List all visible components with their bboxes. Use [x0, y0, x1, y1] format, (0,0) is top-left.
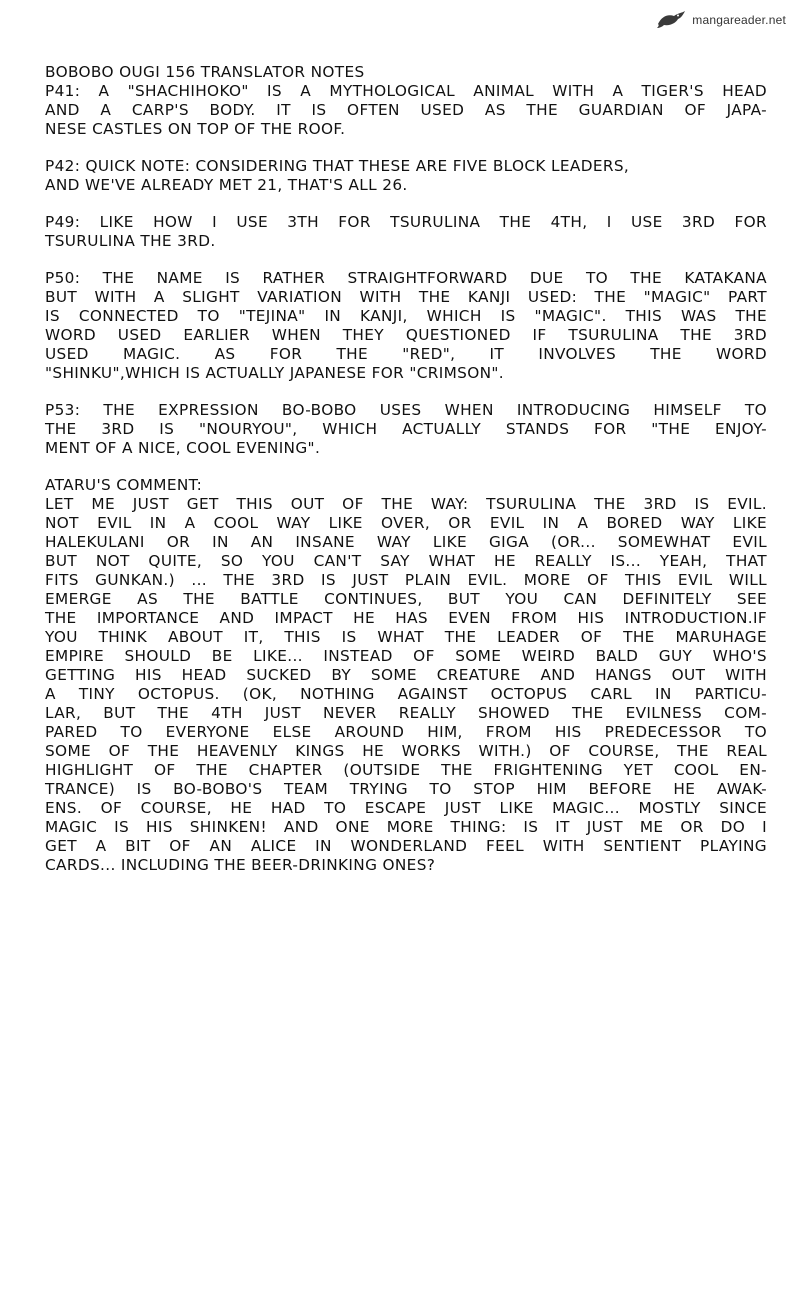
note-line: P41: A "SHACHIHOKO" IS A MYTHOLOGICAL ANIMAL WITH A TIGER'S HEAD: [45, 82, 767, 100]
comment-line: YOU THINK ABOUT IT, THIS IS WHAT THE LEADER OF THE MARUHAGE: [45, 628, 767, 646]
note-line: THE 3RD IS "NOURYOU", WHICH ACTUALLY STANDS FOR "THE ENJOY-: [45, 420, 767, 438]
comment-line: EMERGE AS THE BATTLE CONTINUES, BUT YOU CAN DEFINITELY SEE: [45, 590, 767, 608]
notes-title: BOBOBO OUGI 156 TRANSLATOR NOTES: [45, 63, 365, 81]
note-line: P50: THE NAME IS RATHER STRAIGHTFORWARD DUE TO THE KATAKANA: [45, 269, 767, 287]
comment-line: HALEKULANI OR IN AN INSANE WAY LIKE GIGA (OR... SOMEWHAT EVIL: [45, 533, 767, 551]
comment-line: LET ME JUST GET THIS OUT OF THE WAY: TSURULINA THE 3RD IS EVIL.: [45, 495, 767, 513]
comment-line: EMPIRE SHOULD BE LIKE... INSTEAD OF SOME WEIRD BALD GUY WHO'S: [45, 647, 767, 665]
note-line: P53: THE EXPRESSION BO-BOBO USES WHEN INTRODUCING HIMSELF TO: [45, 401, 767, 419]
note-p50: [45, 269, 767, 383]
comment-line: PARED TO EVERYONE ELSE AROUND HIM, FROM HIS PREDECESSOR TO: [45, 723, 767, 741]
comment-line: HIGHLIGHT OF THE CHAPTER (OUTSIDE THE FRIGHTENING YET COOL EN-: [45, 761, 767, 779]
comment-line: TRANCE) IS BO-BOBO'S TEAM TRYING TO STOP HIM BEFORE HE AWAK-: [45, 780, 767, 798]
note-line: MENT OF A NICE, COOL EVENING".: [45, 439, 321, 457]
note-p41: [45, 82, 767, 139]
note-line: P49: LIKE HOW I USE 3TH FOR TSURULINA THE 4TH, I USE 3RD FOR: [45, 213, 767, 231]
note-line: USED MAGIC. AS FOR THE "RED", IT INVOLVES THE WORD: [45, 345, 767, 363]
bird-logo-icon: [656, 10, 686, 30]
comment-line: ENS. OF COURSE, HE HAD TO ESCAPE JUST LIKE MAGIC... MOSTLY SINCE: [45, 799, 767, 817]
comment-heading: ATARU'S COMMENT:: [45, 476, 203, 494]
note-line: P42: QUICK NOTE: CONSIDERING THAT THESE ARE FIVE BLOCK LEADERS,: [45, 157, 630, 175]
comment-line: MAGIC IS HIS SHINKEN! AND ONE MORE THING: IS IT JUST ME OR DO I: [45, 818, 767, 836]
comment-line: A TINY OCTOPUS. (OK, NOTHING AGAINST OCTOPUS CARL IN PARTICU-: [45, 685, 767, 703]
comment-line: LAR, BUT THE 4TH JUST NEVER REALLY SHOWED THE EVILNESS COM-: [45, 704, 767, 722]
comment-line: GETTING HIS HEAD SUCKED BY SOME CREATURE AND HANGS OUT WITH: [45, 666, 767, 684]
note-line: AND WE'VE ALREADY MET 21, THAT'S ALL 26.: [45, 176, 408, 194]
comment-line: CARDS... INCLUDING THE BEER-DRINKING ONES?: [45, 856, 436, 874]
note-p42: [45, 157, 767, 195]
note-line: NESE CASTLES ON TOP OF THE ROOF.: [45, 120, 346, 138]
comment-line: FITS GUNKAN.) ... THE 3RD IS JUST PLAIN EVIL. MORE OF THIS EVIL WILL: [45, 571, 767, 589]
translator-notes-page: [45, 63, 767, 875]
ataru-comment: [45, 476, 767, 875]
comment-line: BUT NOT QUITE, SO YOU CAN'T SAY WHAT HE REALLY IS... YEAH, THAT: [45, 552, 767, 570]
note-line: AND A CARP'S BODY. IT IS OFTEN USED AS THE GUARDIAN OF JAPA-: [45, 101, 767, 119]
note-line: BUT WITH A SLIGHT VARIATION WITH THE KANJI USED: THE "MAGIC" PART: [45, 288, 767, 306]
note-line: "SHINKU",WHICH IS ACTUALLY JAPANESE FOR "CRIMSON".: [45, 364, 505, 382]
note-line: WORD USED EARLIER WHEN THEY QUESTIONED IF TSURULINA THE 3RD: [45, 326, 767, 344]
comment-line: SOME OF THE HEAVENLY KINGS HE WORKS WITH.) OF COURSE, THE REAL: [45, 742, 767, 760]
comment-line: GET A BIT OF AN ALICE IN WONDERLAND FEEL WITH SENTIENT PLAYING: [45, 837, 767, 855]
comment-line: THE IMPORTANCE AND IMPACT HE HAS EVEN FROM HIS INTRODUCTION.IF: [45, 609, 767, 627]
watermark: [656, 10, 786, 30]
note-p53: [45, 401, 767, 458]
note-p49: [45, 213, 767, 251]
comment-line: NOT EVIL IN A COOL WAY LIKE OVER, OR EVIL IN A BORED WAY LIKE: [45, 514, 767, 532]
note-line: TSURULINA THE 3RD.: [45, 232, 216, 250]
watermark-text: mangareader.net: [692, 13, 786, 27]
note-line: IS CONNECTED TO "TEJINA" IN KANJI, WHICH IS "MAGIC". THIS WAS THE: [45, 307, 767, 325]
